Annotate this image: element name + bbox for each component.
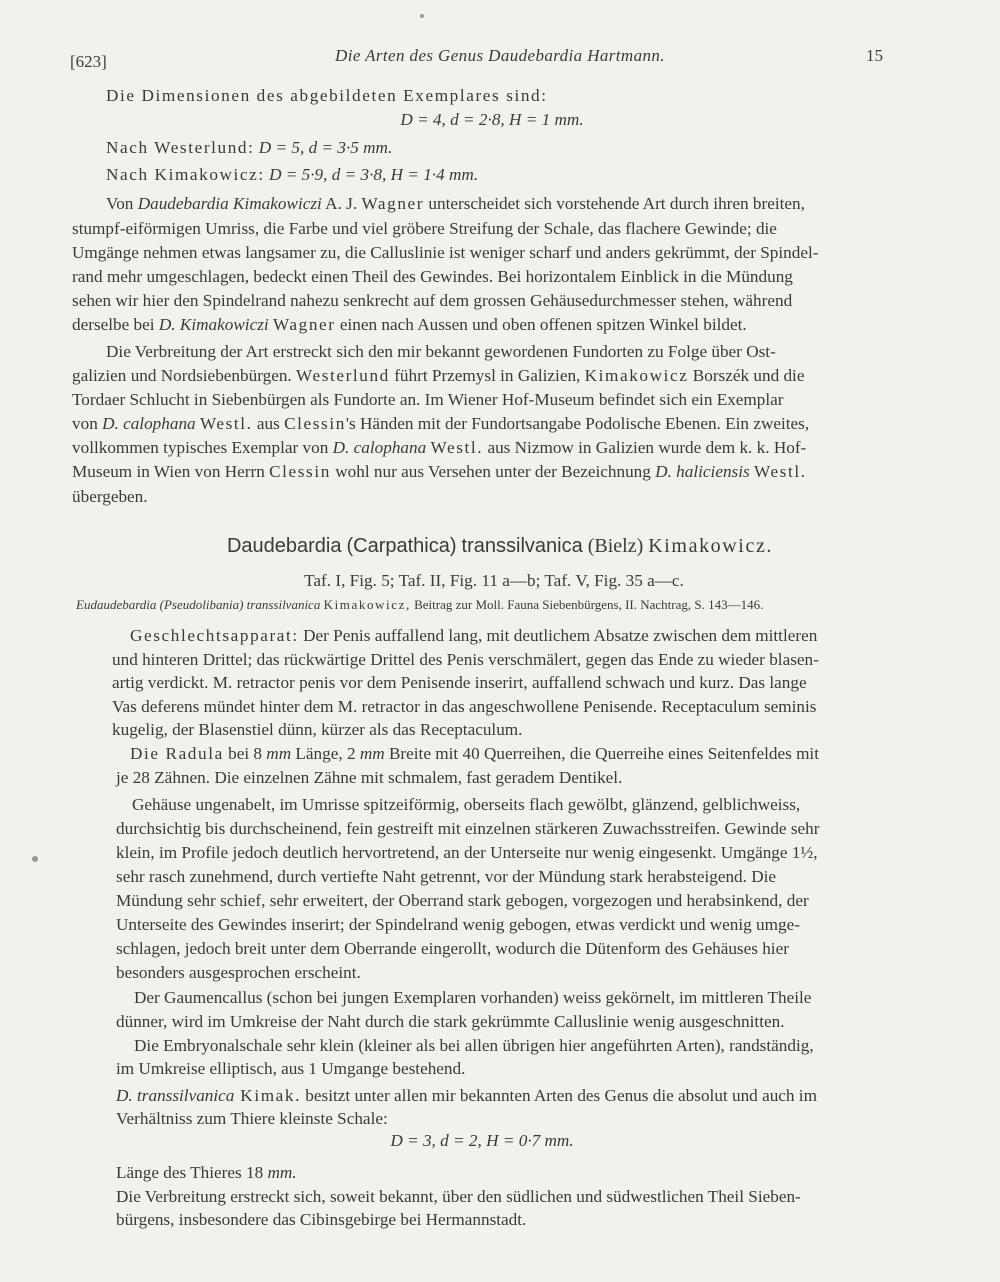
dimensions-formula: D = 4, d = 2·8, H = 1 mm. bbox=[400, 110, 584, 129]
text-line: rand mehr umgeschlagen, bedeckt einen Theil des Gewindes. Bei horizontalem Einblick in die Mündung bbox=[72, 267, 793, 286]
text-line: galizien und Nordsiebenbürgen. Westerlund führt Przemysl in Galizien, Kimakowicz Borszék und die bbox=[72, 366, 805, 385]
species-heading: Daudebardia (Carpathica) transsilvanica (Bielz) Kimakowicz. bbox=[226, 535, 774, 557]
text-line: Die Radula bei 8 mm Länge, 2 mm Breite mit 40 Querreihen, die Querreihe eines Seitenfeldes mit bbox=[130, 744, 819, 763]
text-line: sehr rasch zunehmend, durch vertiefte Naht getrennt, vor der Mündung stark herabsteigend. Die bbox=[116, 867, 777, 886]
text-line: besonders ausgesprochen erscheint. bbox=[116, 963, 361, 982]
text-line: Verhältniss zum Thiere kleinste Schale: bbox=[116, 1109, 388, 1128]
text-line: Gehäuse ungenabelt, im Umrisse spitzeiförmig, oberseits flach gewölbt, glänzend, gelblichweiss, bbox=[132, 795, 801, 814]
text-line: Museum in Wien von Herrn Clessin wohl nur aus Versehen unter der Bezeichnung D. haliciensis Westl. bbox=[72, 462, 807, 481]
text-line: klein, im Profile jedoch deutlich hervortretend, an der Unterseite nur wenig eingesenkt. Umgänge 1½, bbox=[116, 843, 818, 862]
page-number: 15 bbox=[866, 46, 883, 65]
text-line: Die Verbreitung erstreckt sich, soweit bekannt, über den südlichen und südwestlichen Theil Sieben- bbox=[116, 1187, 801, 1206]
text-line: Die Dimensionen des abgebildeten Exemplares sind: bbox=[106, 86, 548, 105]
text-line: Nach Kimakowicz: D = 5·9, d = 3·8, H = 1·4 mm. bbox=[106, 165, 479, 184]
synonym-citation: Eudaudebardia (Pseudolibania) transsilvanica Kimakowicz, Beitrag zur Moll. Fauna Siebenbürgens, II. Nachtrag, S. 143—146. bbox=[76, 597, 764, 612]
text-line: kugelig, der Blasenstiel dünn, kürzer als das Receptaculum. bbox=[112, 720, 523, 739]
text-line: vollkommen typisches Exemplar von D. calophana Westl. aus Nizmow in Galizien wurde dem k. k. Hof- bbox=[72, 438, 807, 457]
text-line: dünner, wird im Umkreise der Naht durch die stark gekrümmte Calluslinie wenig ausgeschnitten. bbox=[116, 1012, 785, 1031]
text-line: Geschlechtsapparat: Der Penis auffallend lang, mit deutlichem Absatze zwischen dem mittleren bbox=[130, 626, 818, 645]
text-line: im Umkreise elliptisch, aus 1 Umgange bestehend. bbox=[116, 1059, 466, 1078]
dimensions-formula: D = 3, d = 2, H = 0·7 mm. bbox=[390, 1131, 574, 1150]
text-line: Vas deferens mündet hinter dem M. retractor in das angeschwollene Penisende. Receptaculum seminis bbox=[112, 697, 817, 716]
figure-reference: Taf. I, Fig. 5; Taf. II, Fig. 11 a—b; Taf. V, Fig. 35 a—c. bbox=[304, 571, 684, 590]
text-line: Umgänge nehmen etwas langsamer zu, die Calluslinie ist weniger scharf und anders gekrümmt, der Spindel- bbox=[72, 243, 819, 262]
text-line: D. transsilvanica Kimak. besitzt unter allen mir bekannten Arten des Genus die absolut und auch im bbox=[116, 1086, 817, 1105]
page-number-bracketed: [623] bbox=[70, 52, 107, 71]
text-line: Nach Westerlund: D = 5, d = 3·5 mm. bbox=[106, 138, 393, 157]
text-line: Länge des Thieres 18 mm. bbox=[116, 1163, 297, 1182]
text-line: artig verdickt. M. retractor penis vor dem Penisende inserirt, auffallend schwach und kurz. Das lange bbox=[112, 673, 807, 692]
text-line: und hinteren Drittel; das rückwärtige Drittel des Penis verschmälert, gegen das Ende zu wieder blasen- bbox=[112, 650, 819, 669]
text-line: Die Embryonalschale sehr klein (kleiner als bei allen übrigen hier angeführten Arten), randständig, bbox=[134, 1036, 814, 1055]
text-line: Von Daudebardia Kimakowiczi A. J. Wagner unterscheidet sich vorstehende Art durch ihren breiten, bbox=[106, 194, 805, 213]
scan-speck bbox=[420, 14, 424, 18]
text-line: Die Verbreitung der Art erstreckt sich den mir bekannt gewordenen Fundorten zu Folge über Ost- bbox=[106, 342, 776, 361]
text-line: je 28 Zähnen. Die einzelnen Zähne mit schmalem, fast geradem Dentikel. bbox=[116, 768, 623, 787]
text-line: Unterseite des Gewindes inserirt; der Spindelrand wenig gebogen, etwas verdickt und wenig umge- bbox=[116, 915, 800, 934]
text-line: Tordaer Schlucht in Siebenbürgen als Fundorte an. Im Wiener Hof-Museum befindet sich ein Exemplar bbox=[72, 390, 784, 409]
text-line: bürgens, insbesondere das Cibinsgebirge bei Hermannstadt. bbox=[116, 1210, 527, 1229]
text-line: von D. calophana Westl. aus Clessin's Händen mit der Fundortsangabe Podolische Ebenen. Ein zweites, bbox=[72, 414, 810, 433]
scan-speck bbox=[32, 856, 38, 862]
text-line: Mündung sehr schief, sehr erweitert, der Oberrand stark gebogen, vorgezogen und herabsinkend, der bbox=[116, 891, 809, 910]
text-line: übergeben. bbox=[72, 487, 148, 506]
text-line: sehen wir hier den Spindelrand nahezu senkrecht auf dem grossen Gehäusedurchmesser stehen, während bbox=[72, 291, 793, 310]
text-line: derselbe bei D. Kimakowiczi Wagner einen nach Aussen und oben offenen spitzen Winkel bildet. bbox=[72, 315, 747, 334]
text-line: stumpf-eiförmigen Umriss, die Farbe und viel gröbere Streifung der Schale, das flachere Gewinde; die bbox=[72, 219, 777, 238]
running-title: Die Arten des Genus Daudebardia Hartmann. bbox=[335, 46, 665, 65]
text-line: Der Gaumencallus (schon bei jungen Exemplaren vorhanden) weiss gekörnelt, im mittleren Theile bbox=[134, 988, 812, 1007]
text-line: durchsichtig bis durchscheinend, fein gestreift mit einzelnen stärkeren Zuwachsstreifen. Gewinde sehr bbox=[116, 819, 820, 838]
text-line: schlagen, jedoch breit unter dem Oberrande eingerollt, wodurch die Dütenform des Gehäuses hier bbox=[116, 939, 789, 958]
